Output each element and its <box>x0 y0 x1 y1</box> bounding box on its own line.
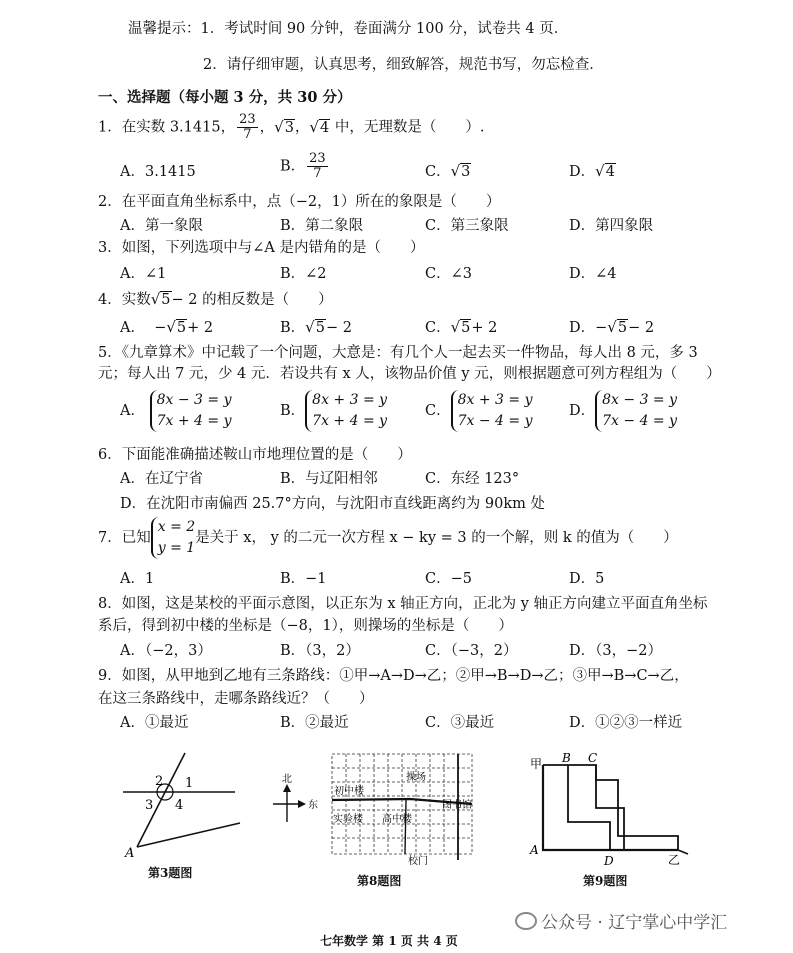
q6-option-d: D．在沈阳市南偏西 25.7°方向，与沈阳市直线距离约为 90km 处 <box>120 496 545 512</box>
q4-option-c: C．√5+ 2 <box>425 318 498 336</box>
q1-option-d: D．√4 <box>569 162 615 180</box>
q9-option-d: D．①②③一样近 <box>569 715 683 731</box>
fig8-north-arrow-icon <box>283 784 291 792</box>
question-4: 4．实数√5− 2 的相反数是（ ） <box>98 290 333 308</box>
equation-system: 8x − 3 = y 7x − 4 = y <box>595 390 677 432</box>
fig9-label-yi: 乙 <box>668 853 681 867</box>
q1-option-b: B． $\frac{23}{7}$ <box>280 151 326 181</box>
fig8-label-gate: 校门 <box>408 856 428 867</box>
q5-option-c: C． 8x + 3 = y 7x − 4 = y <box>425 390 533 432</box>
q2-option-c: C．第三象限 <box>425 218 509 234</box>
fig8-road-gate <box>405 800 406 854</box>
equation-system: 8x + 3 = y 7x − 4 = y <box>451 390 533 432</box>
section-title: 一、选择题（每小题 3 分，共 30 分） <box>98 89 352 106</box>
sqrt: √3 <box>274 117 294 136</box>
watermark: 公众号 · 辽宁掌心中学汇 <box>515 908 727 933</box>
fig3-label-1: 1 <box>185 776 194 791</box>
q7-option-a: A．1 <box>120 571 155 587</box>
page-footer: 七年数学 第 1 页 共 4 页 <box>320 934 458 948</box>
fig8-label-east: 东 <box>308 800 318 811</box>
q9-option-c: C．③最近 <box>425 715 495 731</box>
q3-option-c: C．∠3 <box>425 266 472 282</box>
wechat-icon <box>515 912 537 930</box>
fig9-label-jia: 甲 <box>530 757 543 771</box>
q2-option-d: D．第四象限 <box>569 218 654 234</box>
q5-option-a: A． 8x − 3 = y 7x + 4 = y <box>120 390 231 432</box>
fig9-label-a: A <box>530 843 539 857</box>
equation-system: 8x + 3 = y 7x + 4 = y <box>305 390 387 432</box>
fig8-label-senior: 高中楼 <box>382 814 412 825</box>
q5-option-d: D． 8x − 3 = y 7x − 4 = y <box>569 390 677 432</box>
figure-8-caption: 第8题图 <box>357 874 402 888</box>
figure-3-caption: 第3题图 <box>148 866 193 880</box>
q1-option-c: C．√3 <box>425 162 471 180</box>
q6-option-b: B．与辽阳相邻 <box>280 471 378 487</box>
exam-tip-1: 温馨提示：1．考试时间 90 分钟，卷面满分 100 分，试卷共 4 页． <box>128 21 569 37</box>
q3-option-a: A．∠1 <box>120 266 167 282</box>
fig8-label-library: 图书馆 <box>442 800 472 811</box>
q1-option-a: A．3.1415 <box>120 164 196 180</box>
fig3-label-4: 4 <box>175 798 184 813</box>
fig8-label-junior: 初中楼 <box>334 786 364 797</box>
q8-option-d: D．（3，−2） <box>569 643 662 659</box>
fig9-label-b: B <box>562 751 571 765</box>
exam-tip-2: 2．请仔细审题，认真思考，细致解答，规范书写，勿忘检查． <box>203 57 604 73</box>
question-9-line-2: 在这三条路线中，走哪条路线近？（ ） <box>98 691 374 707</box>
question-7: 7．已知 x = 2 y = 1 是关于 x， y 的二元一次方程 x − ky = 3 的一个解，则 k 的值为（ ） <box>98 517 678 559</box>
q7-option-d: D．5 <box>569 571 605 587</box>
q3-option-d: D．∠4 <box>569 266 617 282</box>
figure-9-diagram <box>528 750 693 868</box>
fig9-route-2-inner <box>543 765 624 850</box>
question-2: 2．在平面直角坐标系中，点（−2，1）所在的象限是（ ） <box>98 194 501 210</box>
fig3-label-2: 2 <box>155 774 164 789</box>
fig8-label-north: 北 <box>282 774 292 785</box>
fig8-label-playground: 操场 <box>406 772 426 783</box>
q5-option-b: B． 8x + 3 = y 7x + 4 = y <box>280 390 387 432</box>
question-9-line-1: 9．如图，从甲地到乙地有三条路线：①甲→A→D→乙；②甲→B→D→乙；③甲→B→C→乙， <box>98 668 689 684</box>
fig8-east-arrow-icon <box>298 800 306 808</box>
q4-option-d: D．−√5− 2 <box>569 318 655 336</box>
fig3-side-line <box>137 823 240 847</box>
question-8-line-2: 系后，得到初中楼的坐标是（−8，1），则操场的坐标是（ ） <box>98 618 513 634</box>
question-6: 6．下面能准确描述鞍山市地理位置的是（ ） <box>98 447 412 463</box>
fraction: $\frac{23}{7}$ <box>239 112 256 142</box>
fig9-label-d: D <box>604 854 614 868</box>
figure-3-diagram <box>115 745 245 860</box>
q2-option-b: B．第二象限 <box>280 218 364 234</box>
fig9-label-c: C <box>588 751 598 765</box>
equation-system: 8x − 3 = y 7x + 4 = y <box>150 390 232 432</box>
sqrt: √4 <box>309 117 330 136</box>
figure-8-diagram <box>270 752 485 870</box>
q7-option-b: B．−1 <box>280 571 327 587</box>
q3-option-b: B．∠2 <box>280 266 327 282</box>
fig8-label-lab: 实验楼 <box>333 814 363 825</box>
q6-option-a: A．在辽宁省 <box>120 471 203 487</box>
q8-option-a: A．（−2，3） <box>120 643 212 659</box>
fig3-label-a: A <box>125 846 135 860</box>
q4-option-a: A． −√5+ 2 <box>120 318 214 336</box>
q9-option-b: B．②最近 <box>280 715 349 731</box>
q2-option-a: A．第一象限 <box>120 218 203 234</box>
question-3: 3．如图，下列选项中与∠A 是内错角的是（ ） <box>98 240 425 256</box>
q9-option-a: A．①最近 <box>120 715 189 731</box>
equation-system: x = 2 y = 1 <box>151 517 195 559</box>
fig3-label-3: 3 <box>145 798 154 813</box>
q4-option-b: B．√5− 2 <box>280 318 352 336</box>
q8-option-b: B．（3，2） <box>280 643 360 659</box>
question-5-line-2: 元；每人出 7 元，少 4 元．若设共有 x 人，该物品价值 y 元，则根据题意可列方程组为（ ） <box>98 366 721 382</box>
figure-9-caption: 第9题图 <box>583 874 628 888</box>
question-5-line-1: 5．《九章算术》中记载了一个问题，大意是：有几个人一起去买一件物品，每人出 8 元，多 3 <box>98 345 698 361</box>
q6-option-c: C．东经 123° <box>425 471 520 487</box>
question-1: 1．在实数 3.1415， $\frac{23}{7}$ ，√3，√4 中，无理数是（ ）. <box>98 112 485 142</box>
q8-option-c: C．（−3，2） <box>425 643 518 659</box>
question-8-line-1: 8．如图，这是某校的平面示意图，以正东为 x 轴正方向，正北为 y 轴正方向建立平面直角坐标 <box>98 596 708 612</box>
q7-option-c: C．−5 <box>425 571 472 587</box>
